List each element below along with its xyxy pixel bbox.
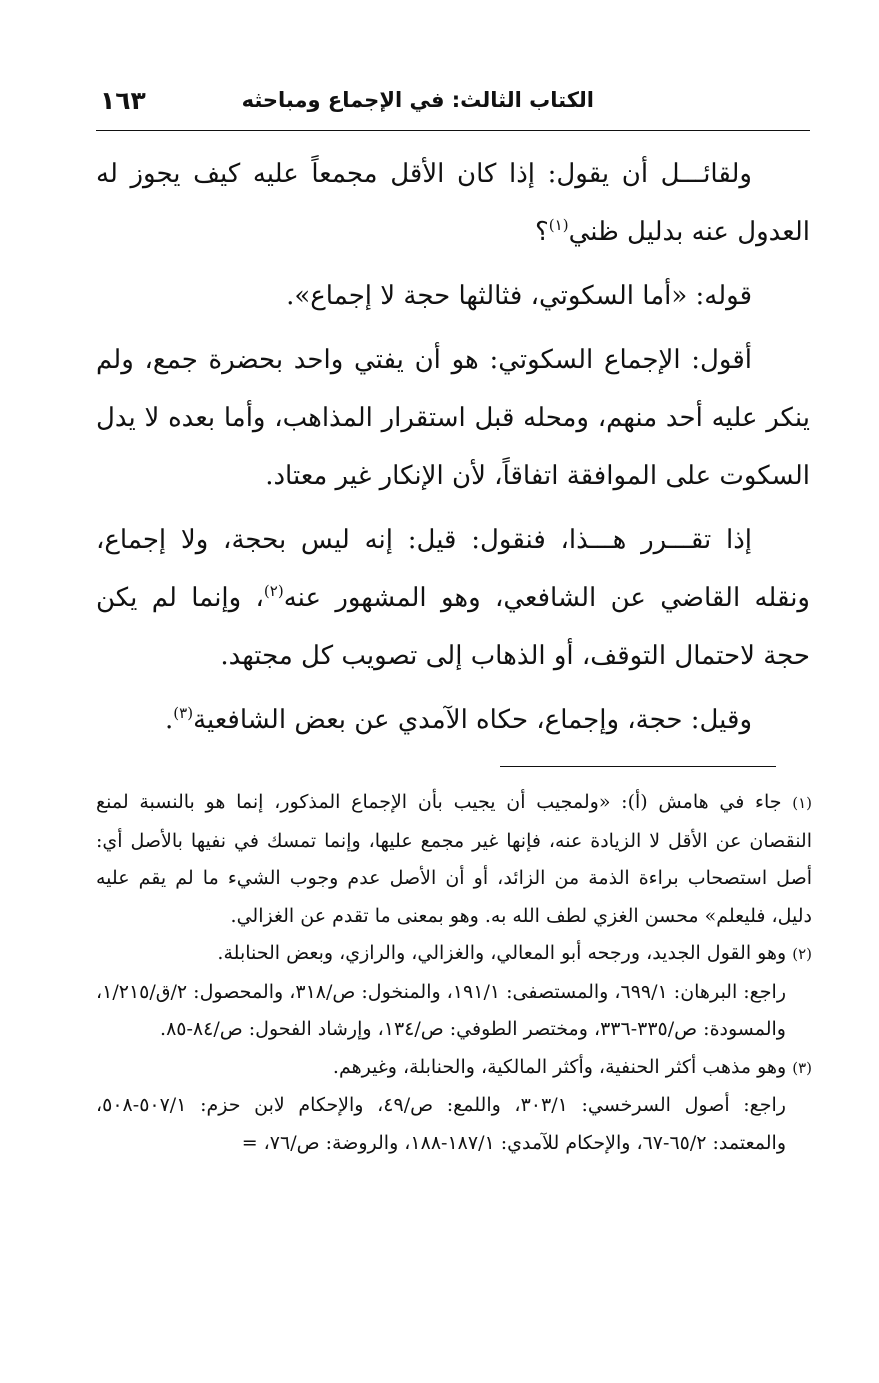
paragraph-1-end: ؟ [534, 217, 549, 247]
footnote-1-text: جاء في هامش (أ): «ولمجيب أن يجيب بأن الإجماع المذكور، إنما هو بالنسبة لمنع النقصان عن الأقل لا الزيادة عنه، فإنها غير مجمع عليها، وإنما تمسك في نفيها بالأصل أي: أصل استصحاب براءة الذمة من الزائد، أو أن الأصل عدم وجوب الشيء ما لم يقم عليه دليل، فليعلم» محسن الغزي لطف الله به. وهو بمعنى ما تقدم عن الغزالي. [96, 791, 812, 927]
paragraph-4 [96, 511, 810, 685]
footnotes [96, 784, 812, 1162]
header-divider [96, 130, 810, 131]
paragraph-2: قوله: «أما السكوتي، فثالثها حجة لا إجماع». [286, 281, 752, 311]
footnote-1 [96, 784, 812, 935]
footnote-ref-3: (٣) [173, 704, 194, 722]
footnote-3 [96, 1049, 812, 1088]
paragraph-5 [96, 691, 810, 749]
paragraph-5-end: . [165, 705, 174, 735]
paragraph-3: أقول: الإجماع السكوتي: هو أن يفتي واحد بحضرة جمع، ولم ينكر عليه أحد منهم، ومحله قبل استقرار المذاهب، وأما بعده لا يدل السكوت على الموافقة اتفاقاً، لأن الإنكار غير معتاد. [96, 345, 810, 491]
page-number: ١٦٣ [100, 86, 146, 115]
running-title: الكتاب الثالث: في الإجماع ومباحثه [241, 88, 594, 112]
page-header [96, 86, 810, 130]
footnote-ref-2: (٢) [263, 582, 284, 600]
footnote-divider [500, 766, 776, 767]
footnote-2-text: وهو القول الجديد، ورجحه أبو المعالي، والغزالي، والرازي، وبعض الحنابلة. [217, 942, 787, 964]
footnote-3-text: وهو مذهب أكثر الحنفية، وأكثر المالكية، والحنابلة، وغيرهم. [332, 1055, 787, 1078]
footnote-1-marker: (١) [792, 794, 812, 812]
footnote-3-marker: (٣) [792, 1058, 812, 1077]
footnote-3-references: راجع: أصول السرخسي: ٣٠٣/١، واللمع: ص/٤٩، والإحكام لابن حزم: ٥٠٧/١-٥٠٨، والمعتمد: ٦٥/٢-٦٧، والإحكام للآمدي: ١٨٧/١-١٨٨، والروضة: ص/٧٦، = [96, 1094, 786, 1154]
paragraph-5-text: وقيل: حجة، وإجماع، حكاه الآمدي عن بعض الشافعية [193, 705, 752, 735]
paragraph-4-text-a: إذا تقـــرر هـــذا، فنقول: قيل: إنه ليس بحجة، ولا إجماع، ونقله القاضي عن الشافعي، وهو المشهور عنه [96, 525, 810, 613]
footnote-2 [96, 935, 812, 974]
footnote-ref-1: (١) [548, 216, 569, 234]
paragraph-1-text: ولقائـــل أن يقول: إذا كان الأقل مجمعاً عليه كيف يجوز له العدول عنه بدليل ظني [96, 159, 810, 247]
paragraph-1 [96, 145, 810, 261]
main-text [96, 145, 810, 749]
footnote-2-marker: (٢) [792, 945, 812, 963]
footnote-2-references: راجع: البرهان: ٦٩٩/١، والمستصفى: ١٩١/١، والمنخول: ص/٣١٨، والمحصول: ٢/ق/١/٢١٥، والمسودة: ص/٣٣٥-٣٣٦، ومختصر الطوفي: ص/١٣٤، وإرشاد الفحول: ص/٨٤-٨٥. [96, 980, 786, 1040]
paragraph-4-text-b: ، وإنما لم يكن حجة لاحتمال التوقف، أو الذهاب إلى تصويب كل مجتهد. [96, 583, 810, 671]
